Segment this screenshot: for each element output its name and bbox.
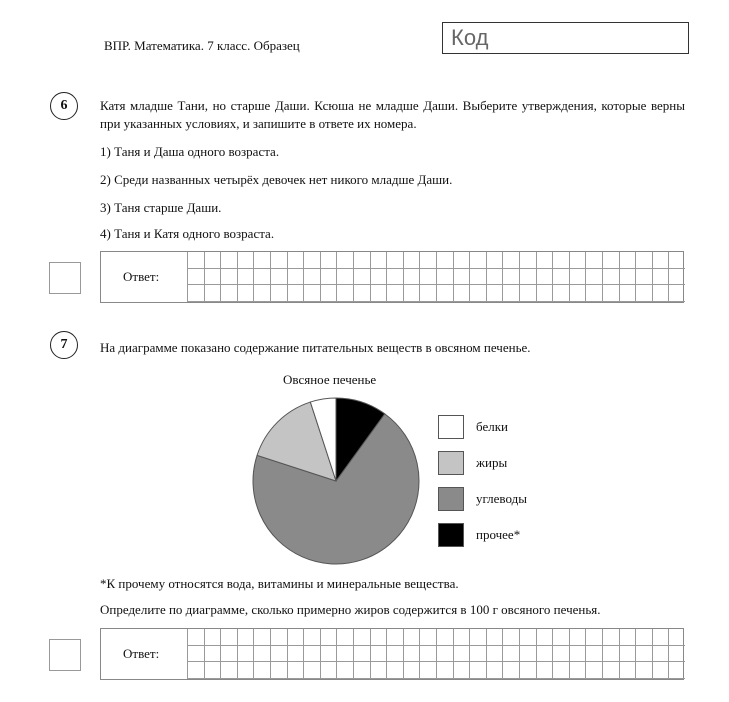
answer-cell[interactable] — [635, 646, 652, 663]
answer-cell[interactable] — [270, 646, 287, 663]
answer-cell[interactable] — [187, 269, 204, 286]
answer-cell[interactable] — [436, 269, 453, 286]
answer-cell[interactable] — [386, 629, 403, 646]
answer-cell[interactable] — [652, 285, 669, 302]
answer-cell[interactable] — [436, 629, 453, 646]
answer-cell[interactable] — [270, 285, 287, 302]
answer-cell[interactable] — [419, 662, 436, 679]
answer-cell[interactable] — [303, 646, 320, 663]
answer-cell[interactable] — [204, 252, 221, 269]
answer-cell[interactable] — [237, 285, 254, 302]
answer-cell[interactable] — [619, 252, 636, 269]
answer-cell[interactable] — [370, 629, 387, 646]
answer-cell[interactable] — [187, 252, 204, 269]
answer-cell[interactable] — [386, 646, 403, 663]
answer-cell[interactable] — [668, 662, 685, 679]
answer-cell[interactable] — [569, 252, 586, 269]
legend-label-protein: белки — [476, 419, 508, 434]
answer-cell[interactable] — [453, 252, 470, 269]
answer-cell[interactable] — [552, 646, 569, 663]
answer-cell[interactable] — [320, 269, 337, 286]
legend-swatch-fat — [438, 451, 464, 475]
answer-cell[interactable] — [303, 252, 320, 269]
answer-cell[interactable] — [652, 646, 669, 663]
answer-cell[interactable] — [403, 252, 420, 269]
answer-cell[interactable] — [336, 269, 353, 286]
answer-cell[interactable] — [287, 252, 304, 269]
answer-cell[interactable] — [287, 662, 304, 679]
question-7-question: Определите по диаграмме, сколько примерно жиров содержится в 100 г овсяного печенья. — [100, 602, 601, 617]
code-field[interactable] — [442, 22, 689, 54]
answer-cell[interactable] — [436, 252, 453, 269]
answer-cell[interactable] — [386, 269, 403, 286]
answer-cell[interactable] — [453, 646, 470, 663]
question-6-answer-box[interactable] — [100, 251, 684, 303]
answer-cell[interactable] — [619, 269, 636, 286]
answer-cell[interactable] — [253, 269, 270, 286]
answer-cell[interactable] — [187, 285, 204, 302]
answer-cell[interactable] — [635, 252, 652, 269]
answer-cell[interactable] — [585, 629, 602, 646]
answer-cell[interactable] — [486, 285, 503, 302]
answer-cell[interactable] — [469, 629, 486, 646]
pie-chart — [250, 395, 422, 567]
chart-legend — [438, 414, 558, 548]
answer-cell[interactable] — [253, 646, 270, 663]
answer-cell[interactable] — [585, 269, 602, 286]
answer-cell[interactable] — [370, 662, 387, 679]
answer-cell[interactable] — [303, 285, 320, 302]
answer-cell[interactable] — [253, 662, 270, 679]
answer-cell[interactable] — [453, 285, 470, 302]
answer-cell[interactable] — [453, 269, 470, 286]
answer-cell[interactable] — [619, 646, 636, 663]
legend-item-carbs — [438, 486, 558, 512]
question-7-answer-grid[interactable] — [187, 629, 685, 679]
legend-item-other — [438, 522, 558, 548]
answer-cell[interactable] — [519, 252, 536, 269]
question-7-text: На диаграмме показано содержание питательных веществ в овсяном печенье. — [100, 340, 531, 355]
answer-cell[interactable] — [519, 269, 536, 286]
answer-cell[interactable] — [204, 662, 221, 679]
answer-cell[interactable] — [486, 629, 503, 646]
answer-cell[interactable] — [220, 285, 237, 302]
answer-cell[interactable] — [585, 646, 602, 663]
answer-cell[interactable] — [486, 269, 503, 286]
answer-cell[interactable] — [469, 662, 486, 679]
answer-cell[interactable] — [453, 662, 470, 679]
answer-cell[interactable] — [469, 252, 486, 269]
legend-swatch-other — [438, 523, 464, 547]
answer-cell[interactable] — [336, 662, 353, 679]
code-label: Код — [451, 25, 489, 50]
answer-cell[interactable] — [320, 285, 337, 302]
answer-cell[interactable] — [536, 285, 553, 302]
answer-cell[interactable] — [469, 646, 486, 663]
answer-cell[interactable] — [370, 285, 387, 302]
answer-cell[interactable] — [668, 285, 685, 302]
answer-cell[interactable] — [619, 629, 636, 646]
answer-cell[interactable] — [220, 662, 237, 679]
answer-cell[interactable] — [403, 285, 420, 302]
answer-cell[interactable] — [502, 629, 519, 646]
answer-cell[interactable] — [486, 646, 503, 663]
answer-cell[interactable] — [320, 662, 337, 679]
answer-cell[interactable] — [353, 269, 370, 286]
answer-cell[interactable] — [220, 646, 237, 663]
answer-cell[interactable] — [303, 662, 320, 679]
answer-cell[interactable] — [502, 252, 519, 269]
chart-title: Овсяное печенье — [283, 372, 377, 387]
answer-cell[interactable] — [619, 662, 636, 679]
answer-cell[interactable] — [419, 646, 436, 663]
answer-cell[interactable] — [370, 269, 387, 286]
answer-cell[interactable] — [220, 629, 237, 646]
answer-cell[interactable] — [519, 662, 536, 679]
answer-cell[interactable] — [519, 285, 536, 302]
answer-cell[interactable] — [519, 629, 536, 646]
answer-cell[interactable] — [635, 662, 652, 679]
answer-cell[interactable] — [469, 285, 486, 302]
answer-cell[interactable] — [419, 285, 436, 302]
legend-label-fat: жиры — [476, 455, 508, 470]
answer-cell[interactable] — [536, 269, 553, 286]
answer-cell[interactable] — [287, 646, 304, 663]
answer-cell[interactable] — [602, 269, 619, 286]
legend-swatch-protein — [438, 415, 464, 439]
answer-cell[interactable] — [569, 269, 586, 286]
answer-cell[interactable] — [619, 285, 636, 302]
answer-cell[interactable] — [220, 252, 237, 269]
answer-cell[interactable] — [270, 629, 287, 646]
answer-cell[interactable] — [336, 252, 353, 269]
answer-cell[interactable] — [403, 629, 420, 646]
answer-cell[interactable] — [436, 662, 453, 679]
answer-cell[interactable] — [419, 629, 436, 646]
answer-cell[interactable] — [287, 285, 304, 302]
answer-cell[interactable] — [502, 662, 519, 679]
question-7-score-box — [49, 639, 81, 671]
answer-cell[interactable] — [519, 646, 536, 663]
answer-cell[interactable] — [336, 285, 353, 302]
answer-cell[interactable] — [237, 646, 254, 663]
question-6-answer-grid[interactable] — [187, 252, 685, 302]
answer-cell[interactable] — [436, 285, 453, 302]
page-header-title: ВПР. Математика. 7 класс. Образец — [104, 38, 300, 53]
legend-label-other: прочее* — [476, 527, 521, 542]
answer-cell[interactable] — [652, 269, 669, 286]
question-6-option-2: 2) Среди названных четырёх девочек нет никого младше Даши. — [100, 172, 453, 187]
answer-cell[interactable] — [287, 269, 304, 286]
answer-cell[interactable] — [552, 252, 569, 269]
answer-cell[interactable] — [237, 629, 254, 646]
answer-cell[interactable] — [220, 269, 237, 286]
answer-cell[interactable] — [204, 629, 221, 646]
question-6-answer-label: Ответ: — [123, 269, 160, 284]
legend-swatch-carbs — [438, 487, 464, 511]
answer-cell[interactable] — [536, 252, 553, 269]
answer-cell[interactable] — [187, 662, 204, 679]
legend-item-fat — [438, 450, 558, 476]
question-6-number: 6 — [50, 92, 78, 120]
answer-cell[interactable] — [635, 269, 652, 286]
answer-cell[interactable] — [585, 252, 602, 269]
answer-cell[interactable] — [453, 629, 470, 646]
answer-cell[interactable] — [353, 646, 370, 663]
legend-item-protein — [438, 414, 558, 440]
answer-cell[interactable] — [552, 662, 569, 679]
answer-cell[interactable] — [668, 629, 685, 646]
answer-cell[interactable] — [502, 285, 519, 302]
answer-cell[interactable] — [353, 662, 370, 679]
answer-cell[interactable] — [303, 629, 320, 646]
answer-cell[interactable] — [552, 269, 569, 286]
answer-cell[interactable] — [403, 662, 420, 679]
question-6-option-1: 1) Таня и Даша одного возраста. — [100, 144, 280, 159]
answer-cell[interactable] — [237, 269, 254, 286]
answer-cell[interactable] — [270, 662, 287, 679]
answer-cell[interactable] — [552, 629, 569, 646]
answer-cell[interactable] — [635, 285, 652, 302]
answer-cell[interactable] — [536, 629, 553, 646]
answer-cell[interactable] — [253, 252, 270, 269]
answer-cell[interactable] — [569, 662, 586, 679]
answer-cell[interactable] — [602, 646, 619, 663]
answer-cell[interactable] — [320, 252, 337, 269]
answer-cell[interactable] — [287, 629, 304, 646]
question-7-number: 7 — [50, 331, 78, 359]
answer-cell[interactable] — [635, 629, 652, 646]
answer-cell[interactable] — [602, 252, 619, 269]
answer-cell[interactable] — [253, 285, 270, 302]
answer-cell[interactable] — [204, 269, 221, 286]
answer-cell[interactable] — [502, 269, 519, 286]
answer-cell[interactable] — [486, 662, 503, 679]
answer-cell[interactable] — [552, 285, 569, 302]
answer-cell[interactable] — [204, 285, 221, 302]
answer-cell[interactable] — [237, 252, 254, 269]
answer-cell[interactable] — [336, 646, 353, 663]
answer-cell[interactable] — [419, 269, 436, 286]
answer-cell[interactable] — [403, 646, 420, 663]
question-7-answer-box[interactable] — [100, 628, 684, 680]
answer-cell[interactable] — [569, 646, 586, 663]
answer-cell[interactable] — [187, 629, 204, 646]
answer-cell[interactable] — [585, 285, 602, 302]
answer-cell[interactable] — [386, 285, 403, 302]
answer-cell[interactable] — [204, 646, 221, 663]
answer-cell[interactable] — [486, 252, 503, 269]
answer-cell[interactable] — [502, 646, 519, 663]
answer-cell[interactable] — [320, 646, 337, 663]
answer-cell[interactable] — [602, 285, 619, 302]
answer-cell[interactable] — [253, 629, 270, 646]
answer-cell[interactable] — [370, 646, 387, 663]
question-7-footnote: *К прочему относятся вода, витамины и минеральные вещества. — [100, 576, 459, 591]
answer-cell[interactable] — [320, 629, 337, 646]
answer-cell[interactable] — [403, 269, 420, 286]
answer-cell[interactable] — [569, 285, 586, 302]
answer-cell[interactable] — [569, 629, 586, 646]
question-6-option-3: 3) Таня старше Даши. — [100, 200, 222, 215]
question-7-answer-label: Ответ: — [123, 646, 160, 661]
question-6-score-box — [49, 262, 81, 294]
answer-cell[interactable] — [668, 252, 685, 269]
answer-cell[interactable] — [353, 629, 370, 646]
answer-cell[interactable] — [602, 662, 619, 679]
answer-cell[interactable] — [585, 662, 602, 679]
answer-cell[interactable] — [353, 252, 370, 269]
question-6-option-4: 4) Таня и Катя одного возраста. — [100, 226, 275, 241]
answer-cell[interactable] — [652, 629, 669, 646]
answer-cell[interactable] — [187, 646, 204, 663]
answer-cell[interactable] — [386, 662, 403, 679]
answer-cell[interactable] — [536, 646, 553, 663]
answer-cell[interactable] — [303, 269, 320, 286]
answer-cell[interactable] — [469, 269, 486, 286]
question-6-text: Катя младше Тани, но старше Даши. Ксюша не младше Даши. Выберите утверждения, которые верны при указанных условиях, и запишите в ответе их номера. — [100, 98, 685, 131]
answer-cell[interactable] — [602, 629, 619, 646]
answer-cell[interactable] — [668, 646, 685, 663]
answer-cell[interactable] — [386, 252, 403, 269]
answer-cell[interactable] — [652, 252, 669, 269]
answer-cell[interactable] — [436, 646, 453, 663]
legend-label-carbs: углеводы — [476, 491, 527, 506]
answer-cell[interactable] — [652, 662, 669, 679]
answer-cell[interactable] — [237, 662, 254, 679]
answer-cell[interactable] — [336, 629, 353, 646]
answer-cell[interactable] — [353, 285, 370, 302]
answer-cell[interactable] — [270, 252, 287, 269]
answer-cell[interactable] — [419, 252, 436, 269]
answer-cell[interactable] — [536, 662, 553, 679]
answer-cell[interactable] — [370, 252, 387, 269]
answer-cell[interactable] — [270, 269, 287, 286]
answer-cell[interactable] — [668, 269, 685, 286]
